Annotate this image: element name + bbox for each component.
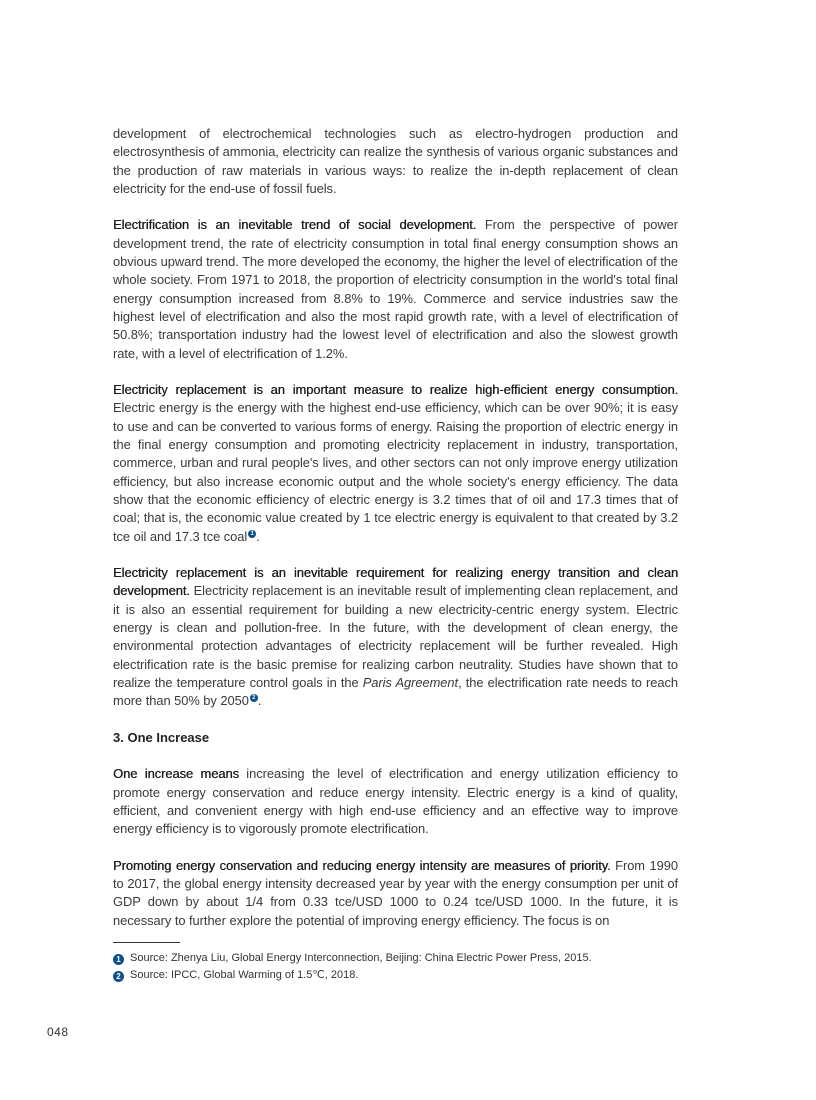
paragraph-lead: Promoting energy conservation and reducing energy intensity are measures of priority. [113, 857, 611, 873]
footnote-marker-2: 2 [113, 971, 124, 982]
paragraph-energy-conservation [113, 857, 678, 930]
footnotes [113, 950, 713, 984]
main-text [113, 125, 678, 948]
paragraph-text: increasing the level of electrification and energy utilization efficiency to promote energy conservation and reduce energy intensity. Electric energy is a kind of quality, efficient, and convenient energy with high end-use efficiency and an effective way to improve energy efficiency is to vigorously promote electrification. [113, 766, 678, 837]
paragraph-lead: One increase means [113, 766, 239, 782]
paragraph-text-2: , the electrification rate needs to reach more than 50% by 2050 [113, 674, 679, 709]
page-number: 048 [47, 1025, 69, 1039]
paragraph-electricity-replacement-efficiency [113, 381, 678, 546]
paragraph-electrification-trend [113, 216, 678, 362]
footnote-2 [113, 967, 713, 984]
footnote-ref-2[interactable]: 2 [250, 694, 258, 702]
paragraph-one-increase [113, 765, 678, 838]
footnote-text: Source: Zhenya Liu, Global Energy Interconnection, Beijing: China Electric Power Press, 2015. [130, 952, 592, 964]
paragraph-text: From the perspective of power development trend, the rate of electricity consumption in total final energy consumption shows an obvious upward trend. The more developed the economy, the higher the level of electrification of the whole society. From 1971 to 2018, the proportion of electricity consumption in the world's total final energy consumption increased from 8.8% to 19%. Commerce and service industries saw the highest level of electrification and also the most rapid growth rate, with a level of electrification of 50.8%; transportation industry had the lowest level of electrification and also the slowest growth rate, with a level of electrification of 1.2%. [113, 217, 678, 361]
paragraph-lead: Electricity replacement is an important measure to realize high-efficient energy consumption. [113, 382, 678, 398]
paragraph-text: Electric energy is the energy with the highest end-use efficiency, which can be over 90%; it is easy to use and can be converted to various forms of energy. Raising the proportion of electric energy in the final energy consumption and promoting electricity replacement in industry, transportation, commerce, urban and rural people's lives, and other sectors can not only improve energy utilization efficiency, but also increase economic output and the whole society's energy efficiency. The data show that the economic efficiency of electric energy is 3.2 times that of oil and 17.3 times that of coal; that is, the economic value created by 1 tce electric energy is equivalent to that created by 3.2 tce oil and 17.3 tce coal [113, 400, 678, 544]
paragraph-lead: Electricity replacement is an inevitable requirement for realizing energy transition and clean development. [113, 565, 678, 599]
footnote-divider [113, 942, 180, 943]
paragraph-end: . [256, 528, 260, 544]
paragraph-text: Electricity replacement is an inevitable result of implementing clean replacement, and it is also an essential requirement for building a new electricity-centric energy system. Electric energy is clean and pollution-free. In the future, with the development of clean energy, the environmental protection advantages of electricity replacement will be further revealed. High electrification rate is the basic premise for realizing carbon neutrality. Studies have shown that to realize the temperature control goals in the [113, 583, 678, 690]
paragraph-text: From 1990 to 2017, the global energy intensity decreased year by year with the energy consumption per unit of GDP down by about 1/4 from 0.33 tce/USD 1000 to 0.24 tce/USD 1000. In the future, it is necessary to further explore the potential of improving energy efficiency. The focus is on [113, 857, 678, 928]
paragraph-electricity-replacement-transition [113, 564, 678, 710]
paris-agreement-title: Paris Agreement [362, 674, 459, 690]
footnote-1 [113, 950, 713, 967]
footnote-ref-1[interactable]: 1 [248, 530, 256, 538]
paragraph-continuation [113, 125, 678, 198]
footnote-marker-1: 1 [113, 954, 124, 965]
paragraph-end: . [257, 693, 262, 709]
footnote-text: Source: IPCC, Global Warming of 1.5℃, 2018. [130, 969, 359, 981]
paragraph-text: development of electrochemical technologies such as electro-hydrogen production and electrosynthesis of ammonia, electricity can realize the synthesis of various organic substances and the production of raw materials in various ways: to realize the in-depth replacement of clean electricity for the end-use of fossil fuels. [113, 126, 678, 196]
section-heading: 3. One Increase [113, 729, 210, 745]
paragraph-lead: Electrification is an inevitable trend of social development. [113, 217, 477, 233]
